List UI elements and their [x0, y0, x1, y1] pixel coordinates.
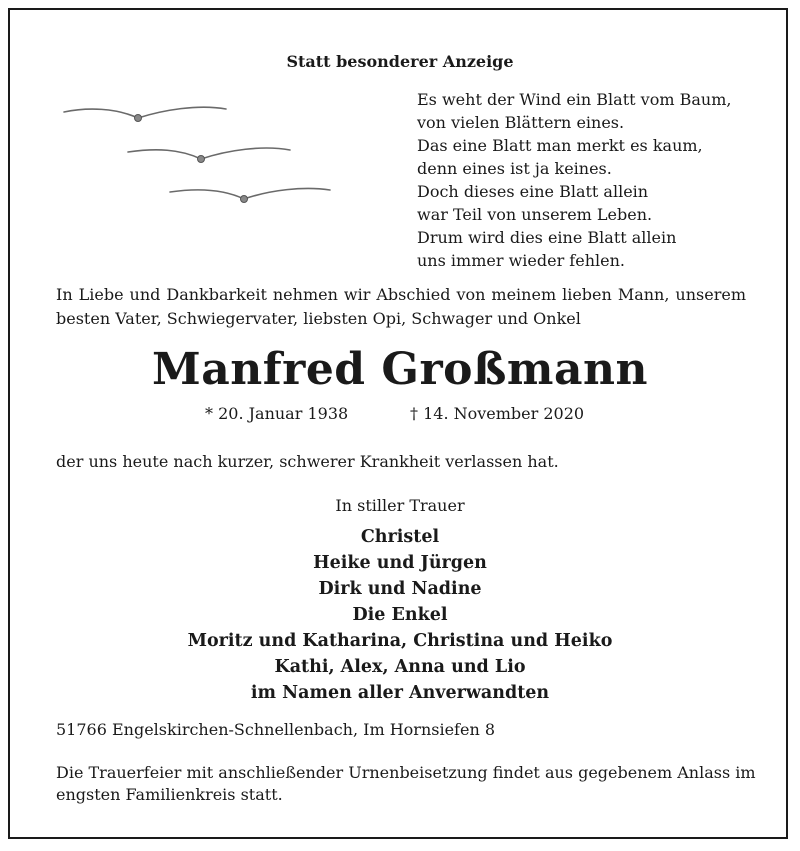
- funeral-notice: Die Trauerfeier mit anschließender Urnenbeisetzung findet aus gegebenem Anlass im engsten Familienkreis statt.: [56, 763, 756, 804]
- bird-icon: [64, 107, 226, 121]
- mourner-entry: Kathi, Alex, Anna und Lio: [274, 657, 526, 677]
- poem: [417, 88, 731, 272]
- mourner-entry: Moritz und Katharina, Christina und Heiko: [187, 631, 613, 651]
- poem-line: war Teil von unserem Leben.: [417, 205, 653, 224]
- intro-text: In Liebe und Dankbarkeit nehmen wir Abschied von meinem lieben Mann, unserem besten Vater, Schwiegervater, liebsten Opi, Schwager und Onkel: [56, 285, 746, 328]
- mourner-entry: Heike und Jürgen: [313, 553, 487, 573]
- birth-date: * 20. Januar 1938: [205, 404, 349, 423]
- poem-line: Das eine Blatt man merkt es kaum,: [417, 136, 703, 155]
- poem-line: denn eines ist ja keines.: [417, 159, 612, 178]
- bird-icon: [170, 188, 330, 202]
- notice-heading: Statt besonderer Anzeige: [286, 52, 514, 71]
- deceased-name: Manfred Großmann: [152, 344, 648, 395]
- mourner-entry: Die Enkel: [352, 605, 448, 625]
- bird-icon: [128, 148, 290, 162]
- passed-text: der uns heute nach kurzer, schwerer Krankheit verlassen hat.: [56, 452, 559, 471]
- mourning-label: In stiller Trauer: [335, 496, 465, 515]
- mourner-entry: Christel: [360, 527, 440, 547]
- death-date: † 14. November 2020: [410, 404, 585, 423]
- mourners-list: [0, 524, 800, 706]
- poem-line: von vielen Blättern eines.: [417, 113, 625, 132]
- mourner-entry: Dirk und Nadine: [318, 579, 482, 599]
- poem-line: Drum wird dies eine Blatt allein: [417, 228, 677, 247]
- poem-line: Doch dieses eine Blatt allein: [417, 182, 649, 201]
- birds-illustration: [58, 98, 348, 218]
- poem-line: uns immer wieder fehlen.: [417, 251, 625, 270]
- mourner-entry: im Namen aller Anverwandten: [250, 683, 550, 703]
- poem-line: Es weht der Wind ein Blatt vom Baum,: [417, 90, 732, 109]
- address: 51766 Engelskirchen-Schnellenbach, Im Hornsiefen 8: [56, 720, 496, 739]
